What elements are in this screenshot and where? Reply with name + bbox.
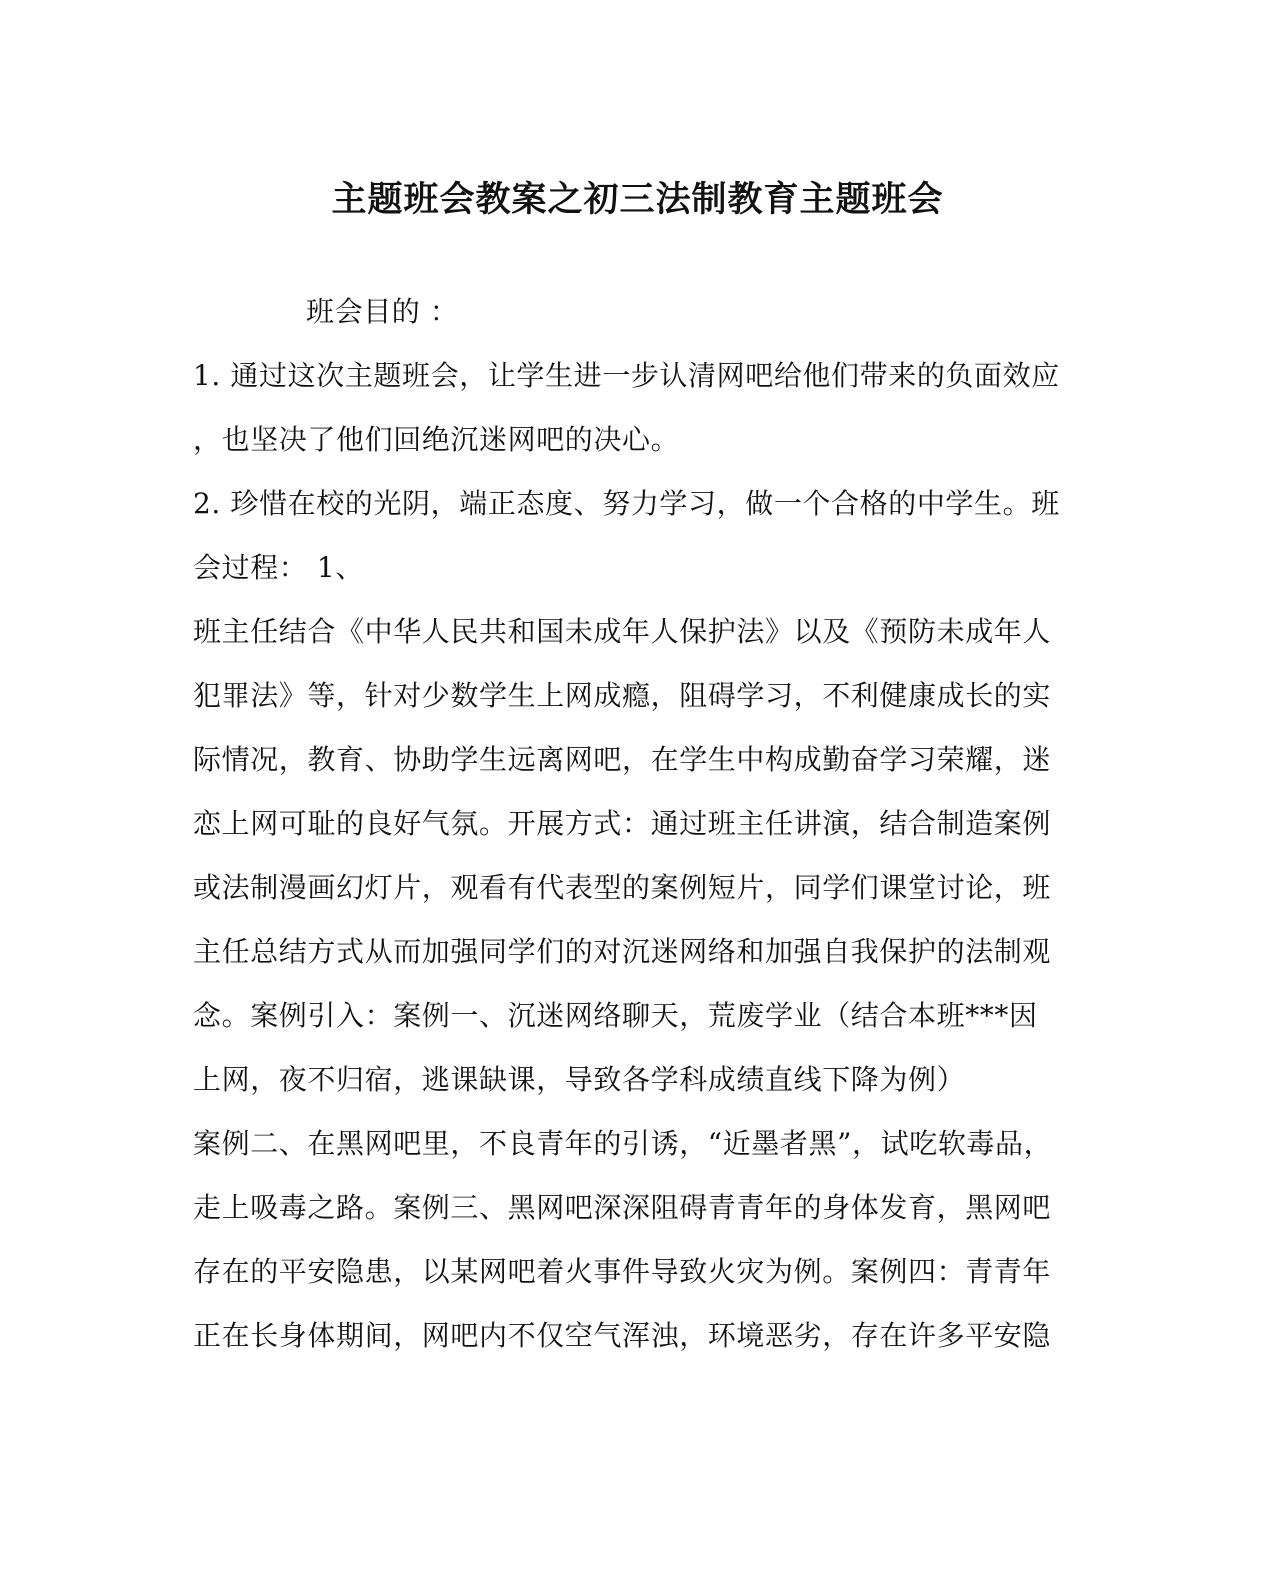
paragraph-line: 恋上网可耻的良好气氛。开展方式：通过班主任讲演，结合制造案例 — [193, 807, 1052, 840]
paragraph-line: 念。案例引入：案例一、沉迷网络聊天，荒废学业（结合本班***因 — [193, 999, 1038, 1032]
paragraph-line: 班主任结合《中华人民共和国未成年人保护法》以及《预防未成年人 — [193, 615, 1052, 648]
paragraph-line: 际情况，教育、协助学生远离网吧，在学生中构成勤奋学习荣耀，迷 — [193, 743, 1052, 776]
paragraph-line: 案例二、在黑网吧里，不良青年的引诱，“近墨者黑”，试吃软毒品， — [193, 1127, 1053, 1160]
paragraph-line: 班会目的 ： — [306, 295, 459, 328]
paragraph-line: 或法制漫画幻灯片，观看有代表型的案例短片，同学们课堂讨论，班 — [193, 871, 1052, 904]
paragraph-line: 上网，夜不归宿，逃课缺课，导致各学科成绩直线下降为例） — [193, 1063, 966, 1096]
document-title: 主题班会教案之初三法制教育主题班会 — [331, 179, 944, 220]
paragraph-line: 主任总结方式从而加强同学们的对沉迷网络和加强自我保护的法制观 — [193, 935, 1052, 968]
paragraph-line: 犯罪法》等，针对少数学生上网成瘾，阻碍学习，不利健康成长的实 — [193, 679, 1052, 712]
paragraph-line: 存在的平安隐患，以某网吧着火事件导致火灾为例。案例四：青青年 — [193, 1255, 1052, 1288]
paragraph-line: 走上吸毒之路。案例三、黑网吧深深阻碍青青年的身体发育，黑网吧 — [193, 1191, 1052, 1224]
paragraph-line: 正在长身体期间，网吧内不仅空气浑浊，环境恶劣，存在许多平安隐 — [193, 1319, 1052, 1352]
paragraph-line: 2. 珍惜在校的光阴，端正态度、努力学习，做一个合格的中学生。班 — [193, 487, 1060, 520]
paragraph-line: 会过程： 1、 — [193, 551, 364, 584]
paragraph-line: ，也坚决了他们回绝沉迷网吧的决心。 — [193, 423, 680, 456]
paragraph-line: 1. 通过这次主题班会，让学生进一步认清网吧给他们带来的负面效应 — [193, 359, 1060, 392]
